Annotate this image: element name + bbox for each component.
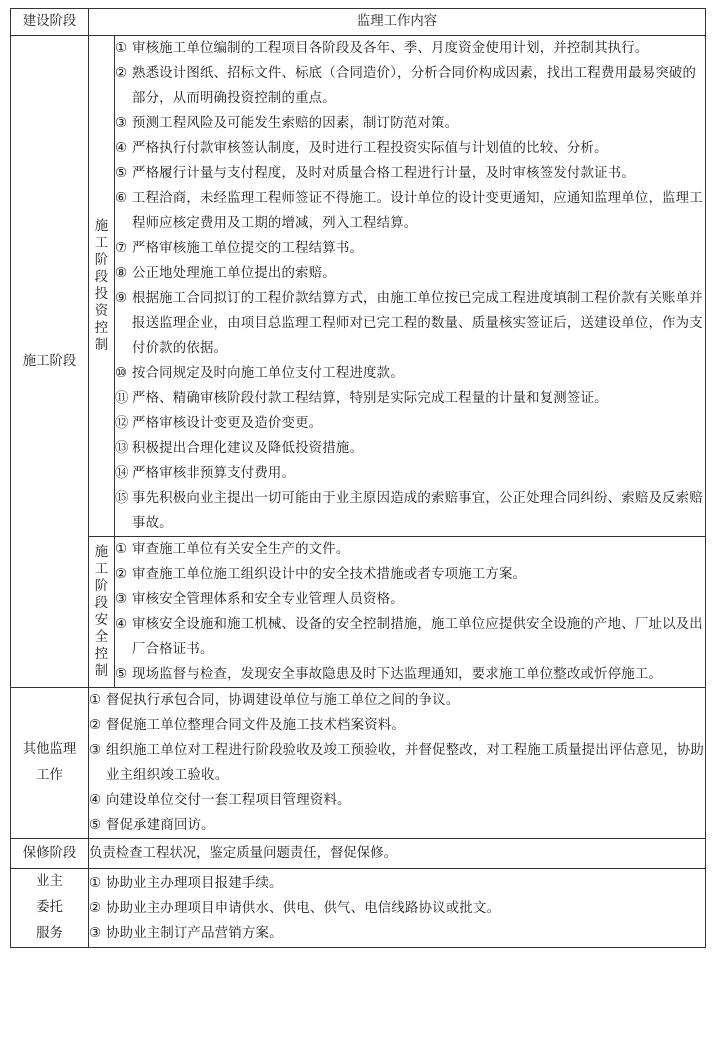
investment-label-cell bbox=[89, 36, 115, 537]
item-number: ② bbox=[89, 718, 102, 733]
list-item bbox=[115, 36, 705, 61]
item-text: 积极提出合理化建议及降低投资措施。 bbox=[132, 441, 364, 456]
item-text: 公正地处理施工单位提出的索赔。 bbox=[132, 266, 336, 281]
item-number: ③ bbox=[89, 925, 102, 941]
list-item bbox=[115, 587, 705, 612]
item-text: 审核施工单位编制的工程项目各阶段及各年、季、月度资金使用计划，并控制其执行。 bbox=[132, 41, 649, 56]
item-text: 严格执行付款审核签认制度，及时进行工程投资实际值与计划值的比较、分析。 bbox=[132, 141, 608, 156]
item-number: ④ bbox=[89, 793, 102, 808]
item-text: 督促承建商回访。 bbox=[106, 818, 215, 833]
list-item bbox=[115, 261, 705, 286]
safety-label: 施工阶段安全控制 bbox=[94, 545, 109, 679]
item-text: 现场监督与检查，发现安全事故隐患及时下达监理通知，要求施工单位整改或忻停施工。 bbox=[132, 667, 663, 682]
other-stage-label bbox=[11, 688, 89, 839]
list-item bbox=[115, 186, 705, 236]
owner-service-row bbox=[11, 869, 706, 948]
list-item bbox=[115, 236, 705, 261]
list-item bbox=[115, 662, 705, 687]
list-item bbox=[89, 788, 705, 813]
item-text: 工程洽商，未经监理工程师签证不得施工。设计单位的设计变更通知，应通知监理单位，监理工程师应核定费用及工期的增减，列入工程结算。 bbox=[132, 191, 703, 231]
list-item bbox=[89, 713, 705, 738]
item-number: ④ bbox=[115, 617, 128, 632]
owner-service-content bbox=[89, 869, 706, 948]
item-number: ⑪ bbox=[115, 391, 129, 406]
item-text: 严格、精确审核阶段付款工程结算，特别是实际完成工程量的计量和复测签证。 bbox=[132, 391, 608, 406]
item-number: ③ bbox=[89, 743, 102, 758]
item-text: 严格履行计量与支付程度，及时对质量合格工程进行计量，及时审核签发付款证书。 bbox=[132, 166, 635, 181]
list-item bbox=[115, 411, 705, 436]
header-content: 监理工作内容 bbox=[89, 9, 706, 36]
owner-service-list bbox=[89, 871, 705, 946]
item-text: 协助业主办理项目申请供水、供电、供气、电信线路协议或批文。 bbox=[106, 900, 501, 916]
item-text: 协助业主办理项目报建手续。 bbox=[106, 875, 283, 891]
warranty-stage-label: 保修阶段 bbox=[11, 839, 89, 869]
construction-stage-label: 施工阶段 bbox=[11, 36, 89, 688]
safety-row bbox=[11, 537, 706, 688]
list-item bbox=[115, 537, 705, 562]
investment-row bbox=[11, 36, 706, 537]
list-item bbox=[115, 361, 705, 386]
investment-list bbox=[115, 36, 705, 536]
item-text: 审核安全设施和施工机械、设备的安全控制措施，施工单位应提供安全设施的产地、厂址以及出厂合格证书。 bbox=[132, 617, 703, 657]
item-text: 严格审核设计变更及造价变更。 bbox=[132, 416, 323, 431]
owner-service-stage-line3: 服务 bbox=[36, 926, 63, 941]
item-text: 向建设单位交付一套工程项目管理资料。 bbox=[106, 793, 351, 808]
other-stage-line2: 工作 bbox=[36, 768, 63, 783]
item-number: ② bbox=[115, 66, 128, 81]
list-item bbox=[115, 136, 705, 161]
list-item bbox=[115, 111, 705, 136]
item-text: 审查施工单位有关安全生产的文件。 bbox=[132, 542, 350, 557]
list-item bbox=[115, 562, 705, 587]
list-item bbox=[115, 612, 705, 662]
list-item bbox=[89, 921, 705, 946]
item-number: ⑧ bbox=[115, 266, 128, 281]
owner-service-stage-line1: 业主 bbox=[36, 874, 63, 889]
item-number: ④ bbox=[115, 141, 128, 156]
item-text: 熟悉设计图纸、招标文件、标底（合同造价），分析合同价构成因素，找出工程费用最易突破的部分，从而明确投资控制的重点。 bbox=[132, 66, 697, 106]
item-text: 组织施工单位对工程进行阶段验收及竣工预验收，并督促整改，对工程施工质量提出评估意见，协助业主组织竣工验收。 bbox=[106, 743, 704, 783]
item-text: 根据施工合同拟订的工程价款结算方式，由施工单位按已完成工程进度填制工程价款有关账单并报送监理企业，由项目总监理工程师对已完工程的数量、质量核实签证后，送建设单位，作为支付价款的依据。 bbox=[132, 291, 703, 356]
item-text: 督促施工单位整理合同文件及施工技术档案资料。 bbox=[106, 718, 405, 733]
item-number: ⑤ bbox=[115, 667, 128, 682]
safety-list bbox=[115, 537, 705, 687]
list-item bbox=[89, 813, 705, 838]
list-item bbox=[115, 61, 705, 111]
item-text: 按合同规定及时向施工单位支付工程进度款。 bbox=[132, 366, 404, 381]
item-number: ② bbox=[89, 900, 102, 916]
investment-label: 施工阶段投资控制 bbox=[94, 219, 109, 353]
list-item bbox=[115, 286, 705, 361]
list-item bbox=[89, 896, 705, 921]
warranty-row bbox=[11, 839, 706, 869]
list-item bbox=[89, 688, 705, 713]
item-number: ① bbox=[115, 542, 128, 557]
header-stage: 建设阶段 bbox=[11, 9, 89, 36]
other-list bbox=[89, 688, 705, 838]
item-number: ⑨ bbox=[115, 291, 128, 306]
list-item bbox=[115, 161, 705, 186]
list-item bbox=[115, 436, 705, 461]
item-number: ⑤ bbox=[115, 166, 128, 181]
item-number: ③ bbox=[115, 592, 128, 607]
item-number: ⑬ bbox=[115, 441, 129, 456]
other-row bbox=[11, 688, 706, 839]
item-number: ⑩ bbox=[115, 366, 128, 381]
item-number: ③ bbox=[115, 116, 128, 131]
item-number: ⑦ bbox=[115, 241, 128, 256]
item-text: 事先积极向业主提出一切可能由于业主原因造成的索赔事宜，公正处理合同纠纷、索赔及反索赔事故。 bbox=[132, 491, 703, 531]
header-row bbox=[11, 9, 706, 36]
warranty-text: 负责检查工程状况，鉴定质量问题责任，督促保修。 bbox=[89, 839, 706, 869]
list-item bbox=[89, 738, 705, 788]
item-text: 审核安全管理体系和安全专业管理人员资格。 bbox=[132, 592, 404, 607]
item-text: 严格审核非预算支付费用。 bbox=[132, 466, 296, 481]
item-number: ⑮ bbox=[115, 491, 129, 506]
list-item bbox=[89, 871, 705, 896]
supervision-table bbox=[10, 8, 706, 948]
item-number: ① bbox=[89, 693, 102, 708]
item-text: 预测工程风险及可能发生索赔的因素，制订防范对策。 bbox=[132, 116, 459, 131]
item-number: ⑭ bbox=[115, 466, 129, 481]
owner-service-stage-label bbox=[11, 869, 89, 948]
item-number: ⑫ bbox=[115, 416, 129, 431]
safety-content bbox=[115, 537, 706, 688]
item-number: ② bbox=[115, 567, 128, 582]
item-text: 督促执行承包合同，协调建设单位与施工单位之间的争议。 bbox=[106, 693, 460, 708]
other-stage-line1: 其他监理 bbox=[22, 742, 77, 757]
investment-content bbox=[115, 36, 706, 537]
item-number: ⑥ bbox=[115, 191, 128, 206]
owner-service-stage-line2: 委托 bbox=[36, 900, 63, 915]
item-text: 协助业主制订产品营销方案。 bbox=[106, 925, 283, 941]
item-number: ⑤ bbox=[89, 818, 102, 833]
item-text: 审查施工单位施工组织设计中的安全技术措施或者专项施工方案。 bbox=[132, 567, 527, 582]
safety-label-cell bbox=[89, 537, 115, 688]
other-content bbox=[89, 688, 706, 839]
list-item bbox=[115, 461, 705, 486]
item-text: 严格审核施工单位提交的工程结算书。 bbox=[132, 241, 364, 256]
item-number: ① bbox=[89, 875, 102, 891]
list-item bbox=[115, 486, 705, 536]
item-number: ① bbox=[115, 41, 128, 56]
list-item bbox=[115, 386, 705, 411]
